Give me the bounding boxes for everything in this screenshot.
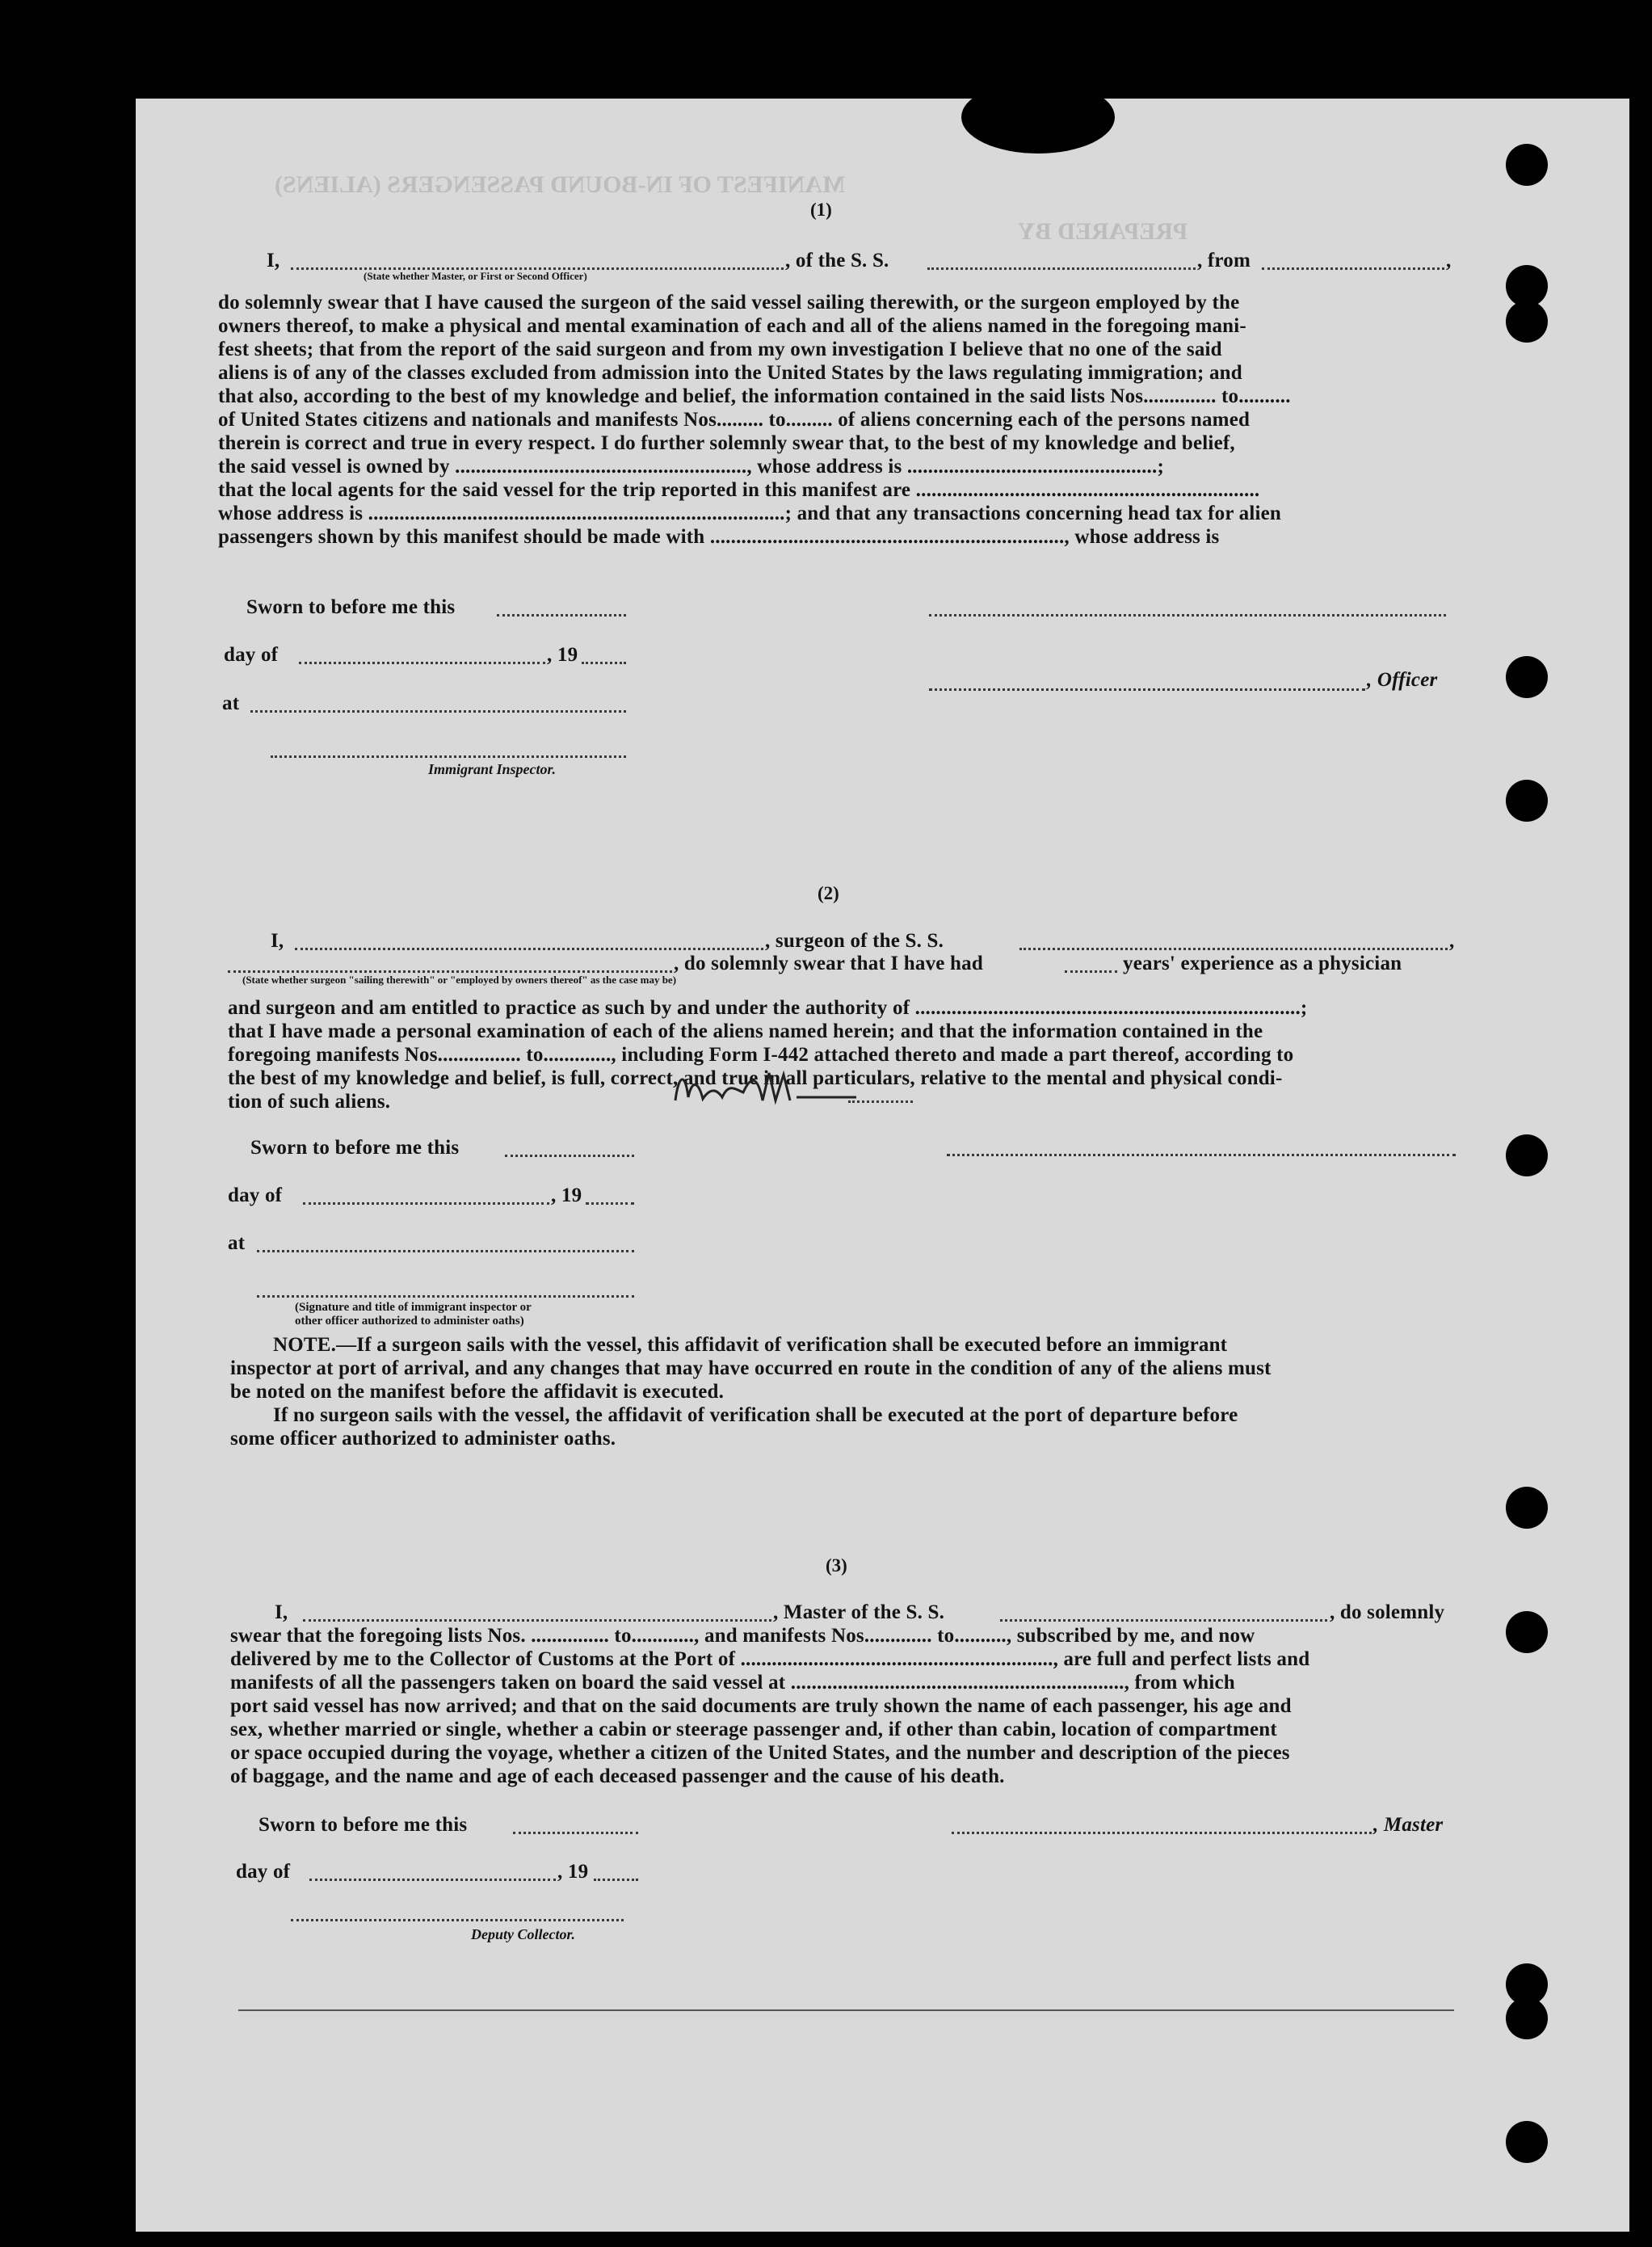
oath-i: I, <box>275 1601 288 1623</box>
officer-signature-line-1[interactable] <box>929 614 1446 616</box>
sig-caption-line-2: other officer authorized to administer oaths) <box>295 1315 524 1328</box>
punch-hole <box>1506 1487 1548 1529</box>
master-signature-line[interactable] <box>952 1832 1372 1834</box>
from-port-field[interactable] <box>1262 267 1444 270</box>
oath-body-line: whose address is ................................................................................; and that any transactions concerning head tax for alien <box>218 503 1282 524</box>
sworn-label: Sworn to before me this <box>250 1137 460 1159</box>
oath-body-line: owners thereof, to make a physical and mental examination of each and all of the aliens named in the foregoing mani- <box>218 315 1246 337</box>
officer-label: , Officer <box>1367 669 1438 691</box>
note-line: some officer authorized to administer oaths. <box>230 1428 616 1450</box>
oath-body-line: and surgeon and am entitled to practice as such by and under the authority of ..........................................................................; <box>228 997 1308 1019</box>
oath-body-line: aliens is of any of the classes excluded from admission into the United States by the laws regulating immigration; and <box>218 362 1242 384</box>
solemnly-label: , do solemnly <box>1330 1601 1445 1623</box>
section-2-number: (2) <box>818 883 839 903</box>
oath-body-line: do solemnly swear that I have caused the surgeon of the said vessel sailing therewith, or the surgeon employed by the <box>218 292 1240 313</box>
oath-body-line: swear that the foregoing lists Nos. ............... to............, and manifests Nos............. to.........., subscribed by me, and now <box>230 1625 1255 1647</box>
punch-hole <box>1506 144 1548 186</box>
sworn-label: Sworn to before me this <box>259 1814 468 1836</box>
surgeon-signature-line[interactable] <box>947 1154 1456 1156</box>
surgeon-of-label: , surgeon of the S. S. <box>765 930 944 952</box>
bottom-rule <box>238 2009 1454 2011</box>
place-field[interactable] <box>250 710 626 713</box>
deputy-caption: Deputy Collector. <box>471 1926 575 1942</box>
bleed-through-text: PREPARED BY <box>1018 218 1188 245</box>
deputy-signature-line[interactable] <box>291 1919 624 1921</box>
at-label: at <box>228 1232 246 1254</box>
sworn-label: Sworn to before me this <box>246 596 456 618</box>
oath-body-line: therein is correct and true in every respect. I do further solemnly swear that, to the best of my knowledge and belief, <box>218 432 1235 454</box>
of-ss-label: , of the S. S. <box>785 250 889 271</box>
punch-hole <box>1506 780 1548 822</box>
day-of-label: day of <box>228 1185 283 1206</box>
note-line: be noted on the manifest before the affidavit is executed. <box>230 1381 725 1403</box>
oath-body-line: of United States citizens and nationals and manifests Nos......... to......... of aliens concerning each of the persons named <box>218 409 1251 431</box>
years-field[interactable] <box>1065 970 1117 973</box>
oath-body-line: foregoing manifests Nos................ to............., including Form I-442 attached thereto and made a part thereof, according to <box>228 1044 1294 1066</box>
oath-body-line: sex, whether married or single, whether a cabin or steerage passenger and, if other than cabin, location of compartment <box>230 1719 1277 1740</box>
surgeon-signature-scribble <box>670 1065 856 1113</box>
section-1-number: (1) <box>810 200 832 220</box>
signature-dots <box>848 1100 913 1103</box>
vessel-name-field-3[interactable] <box>1000 1619 1327 1622</box>
bleed-through-text: MANIFEST OF IN-BOUND PASSENGERS (ALIENS) <box>275 171 846 198</box>
oath-body-line: the said vessel is owned by ........................................................, whose address is ................................................; <box>218 456 1164 478</box>
year-label: , 19 <box>547 644 578 666</box>
vessel-name-field-2[interactable] <box>1019 948 1448 950</box>
section-3-number: (3) <box>826 1555 847 1576</box>
oath-body-line: port said vessel has now arrived; and that on the said documents are truly shown the name of each passenger, his age and <box>230 1695 1292 1717</box>
punch-hole <box>1506 2121 1548 2163</box>
punch-hole <box>1506 1611 1548 1653</box>
sworn-date-field-2[interactable] <box>505 1155 634 1157</box>
punch-hole <box>1506 301 1548 343</box>
oath-body-line: or space occupied during the voyage, whether a citizen of the United States, and the number and description of the pieces <box>230 1742 1290 1764</box>
day-of-label: day of <box>224 644 279 666</box>
year-field[interactable] <box>582 662 626 664</box>
master-label: , Master <box>1373 1814 1444 1836</box>
oath-body-line: delivered by me to the Collector of Customs at the Port of ............................................................, are full and perfect lists and <box>230 1648 1310 1670</box>
oath-i: I, <box>267 250 280 271</box>
note-line: NOTE.—If a surgeon sails with the vessel, this affidavit of verification shall be executed before an immigrant <box>273 1334 1228 1356</box>
sig-caption-line-1: (Signature and title of immigrant inspector or <box>295 1301 532 1314</box>
year-field-2[interactable] <box>586 1202 634 1205</box>
surgeon-type-field[interactable] <box>228 970 672 973</box>
year-label: , 19 <box>551 1185 582 1206</box>
year-label: , 19 <box>557 1861 589 1883</box>
at-label: at <box>222 692 240 714</box>
oath-body-line: the best of my knowledge and belief, is full, correct, and true in all particulars, relative to the mental and physical condi- <box>228 1067 1283 1089</box>
day-field[interactable] <box>299 662 545 664</box>
inspector-signature-line-2[interactable] <box>257 1295 634 1298</box>
master-name-field[interactable] <box>303 1619 771 1622</box>
vessel-name-field[interactable] <box>927 267 1196 270</box>
oath-body-line: tion of such aliens. <box>228 1091 391 1113</box>
officer-signature-line-2[interactable] <box>929 688 1365 691</box>
years-label: years' experience as a physician <box>1123 953 1402 974</box>
oath-body-line: of baggage, and the name and age of each deceased passenger and the cause of his death. <box>230 1765 1005 1787</box>
punch-hole <box>1506 656 1548 698</box>
oath-i: I, <box>271 930 284 952</box>
place-field-2[interactable] <box>257 1250 634 1252</box>
officer-caption: (State whether Master, or First or Second Officer) <box>364 270 587 282</box>
surgeon-name-field[interactable] <box>295 948 763 950</box>
oath-body-line: fest sheets; that from the report of the said surgeon and from my own investigation I believe that no one of the said <box>218 339 1222 360</box>
sworn-date-field[interactable] <box>497 614 626 616</box>
oath-body-line: manifests of all the passengers taken on board the said vessel at ................................................................, from which <box>230 1672 1235 1694</box>
day-field-2[interactable] <box>303 1202 549 1205</box>
oath-body-line: that also, according to the best of my knowledge and belief, the information contained in the said lists Nos.............. to.......... <box>218 385 1291 407</box>
note-line: If no surgeon sails with the vessel, the affidavit of verification shall be executed at the port of departure before <box>273 1404 1238 1426</box>
year-field-3[interactable] <box>594 1879 638 1881</box>
punch-hole <box>1506 1134 1548 1176</box>
inspector-caption: Immigrant Inspector. <box>428 761 557 777</box>
from-label: , from <box>1197 250 1251 271</box>
inspector-signature-line[interactable] <box>271 755 626 758</box>
comma: , <box>1449 930 1455 952</box>
day-of-label: day of <box>236 1861 291 1883</box>
punch-hole <box>1506 1997 1548 2039</box>
surgeon-caption: (State whether surgeon "sailing therewith" or "employed by owners thereof" as the case may be) <box>242 974 677 986</box>
swear-label: , do solemnly swear that I have had <box>674 953 983 974</box>
torn-edge <box>961 81 1115 154</box>
sworn-date-field-3[interactable] <box>513 1832 638 1834</box>
master-of-label: , Master of the S. S. <box>773 1601 945 1623</box>
oath-body-line: that I have made a personal examination of each of the aliens named herein; and that the information contained in the <box>228 1020 1263 1042</box>
note-line: inspector at port of arrival, and any changes that may have occurred en route in the condition of any of the aliens must <box>230 1357 1272 1379</box>
oath-body-line: that the local agents for the said vessel for the trip reported in this manifest are .................................................................. <box>218 479 1260 501</box>
day-field-3[interactable] <box>309 1879 556 1881</box>
comma: , <box>1446 250 1452 271</box>
oath-body-line: passengers shown by this manifest should be made with ...................................................................., whose address is <box>218 526 1220 548</box>
